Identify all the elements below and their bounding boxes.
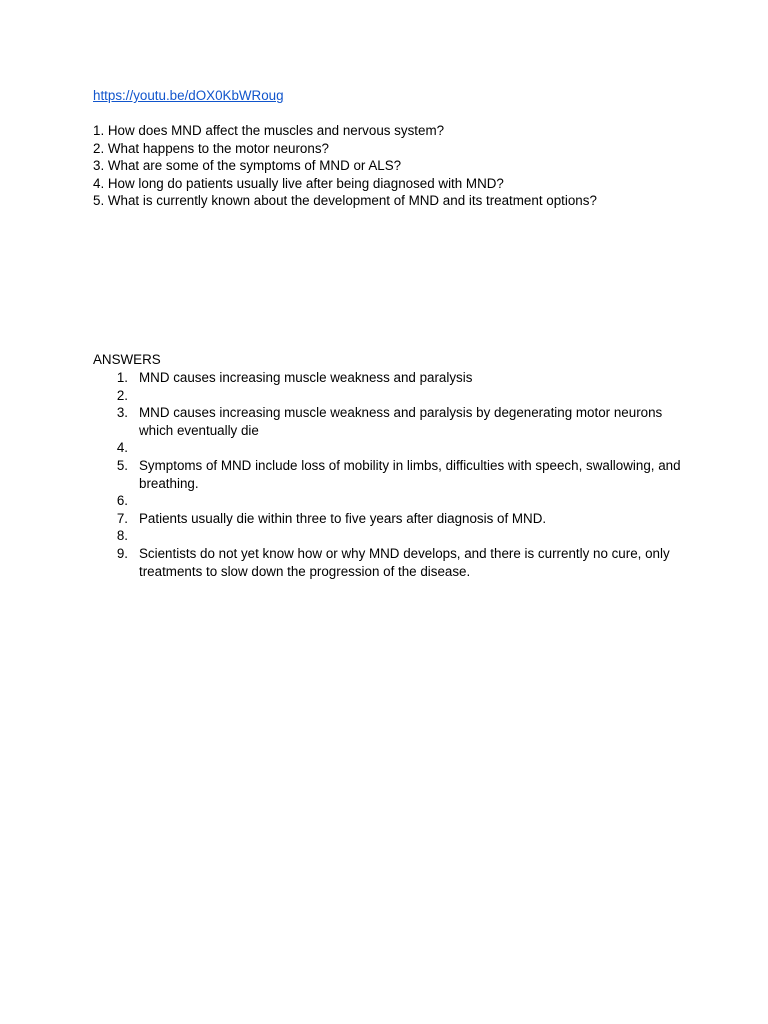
answer-number: 1. [116, 370, 128, 385]
answer-number: 5. [116, 457, 128, 473]
answer-number: 9. [116, 545, 128, 561]
answer-3 [93, 404, 683, 439]
answer-text: Symptoms of MND include loss of mobility in limbs, difficulties with speech, swallowing, and breathing. [139, 457, 681, 491]
question-2: 2. What happens to the motor neurons? [93, 140, 329, 156]
answer-text [139, 492, 683, 510]
answer-number: 7. [116, 510, 128, 526]
answer-1 [93, 369, 683, 387]
answer-4 [93, 439, 683, 457]
answer-2 [93, 387, 683, 405]
answer-number: 8. [116, 528, 128, 544]
answer-number: 2. [116, 387, 128, 403]
video-link[interactable]: https://youtu.be/dOX0KbWRoug [93, 88, 284, 103]
answer-text [139, 527, 683, 545]
answer-text: Patients usually die within three to five years after diagnosis of MND. [139, 510, 547, 526]
answer-7 [93, 510, 683, 528]
answer-6 [93, 492, 683, 510]
question-5: 5. What is currently known about the development of MND and its treatment options? [93, 193, 597, 209]
answers-heading: ANSWERS [93, 352, 161, 367]
answer-text: MND causes increasing muscle weakness and paralysis by degenerating motor neurons which eventually die [139, 405, 663, 438]
answer-text [139, 387, 683, 405]
answer-9 [93, 545, 683, 580]
answer-text: MND causes increasing muscle weakness and paralysis [139, 370, 473, 385]
questions-list [93, 122, 713, 210]
answer-number: 6. [116, 493, 128, 509]
question-4: 4. How long do patients usually live after being diagnosed with MND? [93, 175, 504, 191]
answers-list [93, 369, 683, 580]
answer-text [139, 439, 683, 457]
answer-8 [93, 527, 683, 545]
answer-5 [93, 457, 683, 492]
question-1: 1. How does MND affect the muscles and nervous system? [93, 123, 445, 138]
answer-text: Scientists do not yet know how or why MND develops, and there is currently no cure, only treatments to slow down the progression of the disease. [139, 545, 670, 579]
answer-number: 3. [116, 405, 128, 421]
question-3: 3. What are some of the symptoms of MND or ALS? [93, 158, 402, 174]
answer-number: 4. [116, 440, 128, 456]
